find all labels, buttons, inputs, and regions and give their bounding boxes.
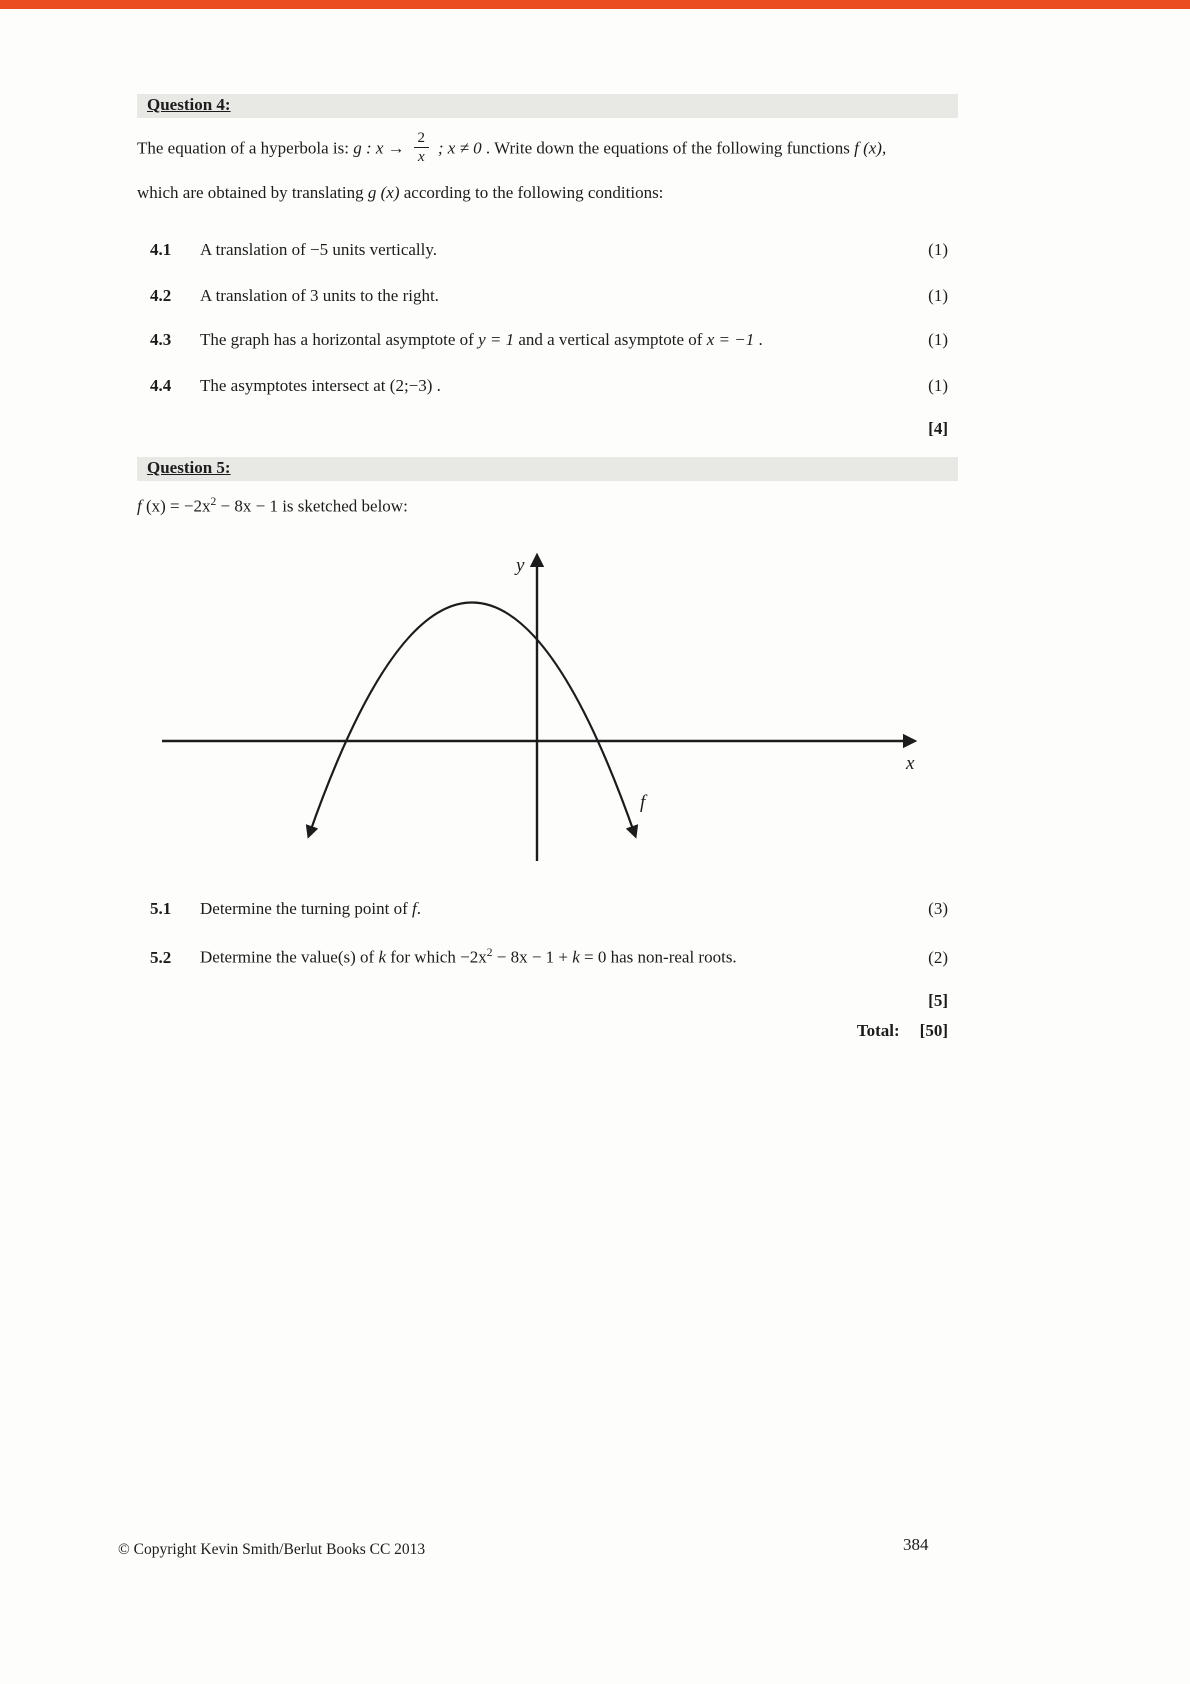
copyright-notice: © Copyright Kevin Smith/Berlut Books CC 2013 xyxy=(118,1541,426,1558)
intersection-point: (2;−3) xyxy=(389,376,433,395)
gx-notation: g (x) xyxy=(367,183,400,202)
question-4-title: Question 4: xyxy=(147,95,231,114)
question-4-subtotal: [4] xyxy=(928,419,948,438)
item-text-segment: The asymptotes intersect at xyxy=(200,376,390,395)
item-text xyxy=(200,898,906,920)
equation-exponent: 2 xyxy=(486,946,493,959)
asymptote-x-equation: x = −1 xyxy=(706,330,755,349)
item-marks: (1) xyxy=(928,286,948,305)
item-4-1 xyxy=(137,239,958,261)
fx-notation: f (x), xyxy=(854,138,887,158)
intro-pre: The equation of a hyperbola is: xyxy=(137,138,349,158)
item-number: 5.2 xyxy=(150,947,172,967)
item-marks: (1) xyxy=(928,240,948,259)
intro-line2-pre: which are obtained by translating xyxy=(137,183,364,202)
question-5-formula xyxy=(137,495,958,517)
item-marks: (1) xyxy=(928,376,948,395)
function-f: f xyxy=(411,899,417,918)
question-4-header-bar xyxy=(137,94,958,118)
question-4-intro xyxy=(137,131,975,206)
item-number: 4.3 xyxy=(150,330,172,349)
item-text xyxy=(200,945,906,969)
item-number: 5.1 xyxy=(150,899,172,918)
fraction-denominator: x xyxy=(414,147,429,166)
variable-k: k xyxy=(378,947,386,967)
variable-k: k xyxy=(572,947,580,967)
item-4-4 xyxy=(137,375,958,397)
asymptote-y-equation: y = 1 xyxy=(478,330,515,349)
y-axis-label: y xyxy=(516,555,525,576)
item-text-segment: and a vertical asymptote of xyxy=(514,330,707,349)
intro-line2-post: according to the following conditions: xyxy=(403,183,664,202)
item-4-2 xyxy=(137,285,958,307)
domain-condition: ; x ≠ 0 xyxy=(437,138,482,158)
item-4-3 xyxy=(137,329,958,351)
question-5-subtotal: [5] xyxy=(928,991,948,1010)
item-5-2 xyxy=(137,945,958,969)
formula-body: − 8x − 1 xyxy=(216,496,278,516)
item-number: 4.1 xyxy=(150,240,172,259)
page-number: 384 xyxy=(903,1535,929,1554)
curve-label-f: f xyxy=(640,792,646,813)
formula-tail: is sketched below: xyxy=(277,496,408,516)
fraction-two-over-x xyxy=(414,129,429,166)
item-text xyxy=(200,329,906,351)
item-text-segment: The graph has a horizontal asymptote of xyxy=(200,330,479,349)
item-text xyxy=(200,239,906,261)
formula-f: f xyxy=(137,496,142,516)
intro-line-1 xyxy=(137,131,975,168)
x-axis-label: x xyxy=(906,753,915,774)
intro-post: . Write down the equations of the following functions xyxy=(485,138,850,158)
item-text-segment: . xyxy=(432,376,441,395)
item-number: 4.2 xyxy=(150,286,172,305)
item-text-segment: Determine the turning point of xyxy=(200,899,412,918)
item-text-segment: − 8x − 1 + xyxy=(492,947,573,967)
item-marks: (2) xyxy=(928,947,948,967)
fraction-numerator: 2 xyxy=(417,130,426,146)
item-text-segment: A translation of 3 units to the right. xyxy=(200,286,439,305)
formula-body: (x) = −2x xyxy=(141,496,211,516)
total-value: [50] xyxy=(919,1021,948,1040)
scan-edge-strip xyxy=(0,0,1190,9)
hyperbola-mapping: g : x → xyxy=(353,138,405,158)
item-text xyxy=(200,285,906,307)
item-marks: (1) xyxy=(928,330,948,349)
formula-exponent: 2 xyxy=(210,495,217,508)
intro-line-2 xyxy=(137,181,975,206)
item-number: 4.4 xyxy=(150,376,172,395)
item-text-segment: . xyxy=(754,330,763,349)
item-text-segment: = 0 has non-real roots. xyxy=(579,947,737,967)
total-label: Total: xyxy=(856,1021,900,1040)
item-5-1 xyxy=(137,898,958,920)
item-text-segment: for which −2x xyxy=(385,947,487,967)
item-text-segment: . xyxy=(416,899,421,918)
question-5-header-bar xyxy=(137,457,958,481)
question-5-title: Question 5: xyxy=(147,458,231,477)
item-text-segment: A translation of −5 units vertically. xyxy=(200,240,437,259)
grand-total-row xyxy=(137,1021,958,1041)
parabola-graph xyxy=(137,545,958,875)
parabola-curve xyxy=(309,603,635,836)
item-text xyxy=(200,375,906,397)
item-text-segment: Determine the value(s) of xyxy=(200,947,379,967)
item-marks: (3) xyxy=(928,899,948,918)
